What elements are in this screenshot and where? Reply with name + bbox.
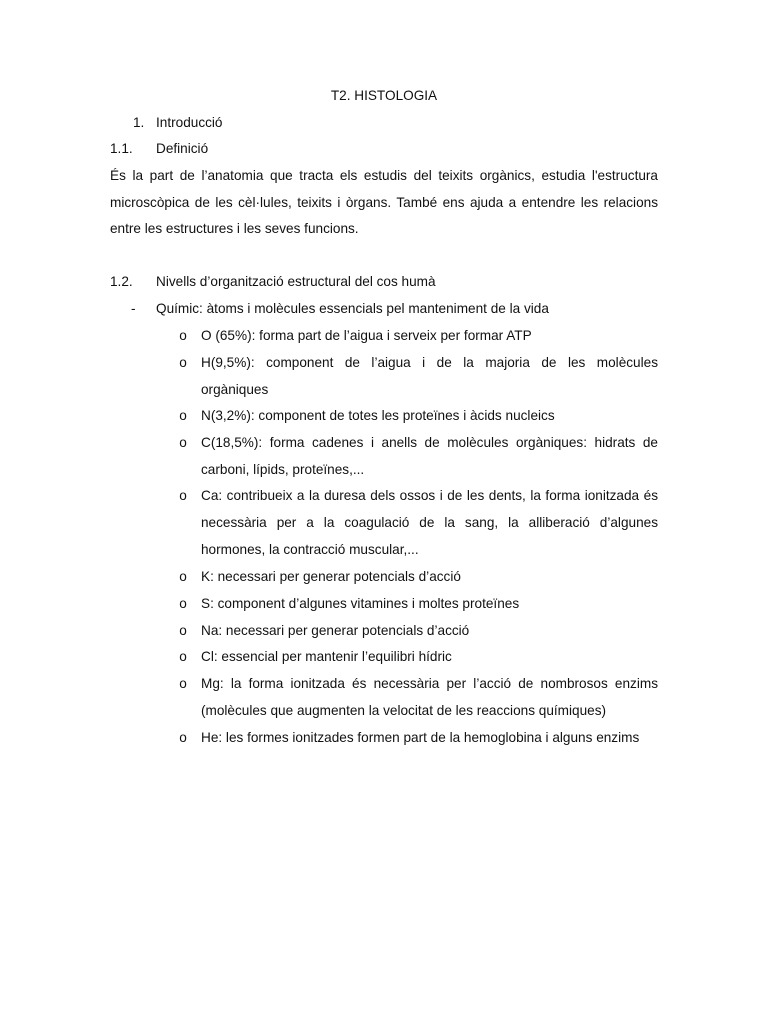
list-item-text: K: necessari per generar potencials d’acció	[201, 569, 461, 584]
list-item-text: necessària per a la coagulació de la sang, la alliberació d’algunes	[201, 515, 658, 530]
list-item-text: (molècules que augmenten la velocitat de les reaccions químiques)	[201, 703, 607, 718]
list-item-text: H(9,5%): component de l’aigua i de la majoria de les molècules	[201, 355, 658, 370]
list-item-text: Químic: àtoms i molècules essencials pel manteniment de la vida	[156, 301, 549, 316]
list-bullet: o	[179, 488, 187, 503]
list-item-text: O (65%): forma part de l’aigua i serveix per formar ATP	[201, 328, 532, 343]
list-bullet: o	[179, 676, 187, 691]
list-bullet: o	[179, 355, 187, 370]
list-bullet: o	[179, 435, 187, 450]
document-title: T2. HISTOLOGIA	[330, 88, 438, 103]
subsection-number: 1.2.	[110, 274, 133, 289]
list-bullet: o	[179, 569, 187, 584]
list-bullet: o	[179, 730, 187, 745]
list-item-text: Na: necessari per generar potencials d’acció	[201, 623, 470, 638]
list-dash: -	[131, 301, 136, 316]
list-item-text: carboni, lípids, proteïnes,...	[201, 462, 365, 477]
subsection-number: 1.1.	[110, 141, 133, 156]
list-item-text: C(18,5%): forma cadenes i anells de molècules orgàniques: hidrats de	[201, 435, 658, 450]
section-number: 1.	[133, 115, 145, 130]
list-bullet: o	[179, 408, 187, 423]
definition-line: microscòpica de les cèl·lules, teixits i òrgans. També ens ajuda a entendre les relacions	[110, 195, 658, 210]
list-bullet: o	[179, 649, 187, 664]
subsection-heading: Definició	[156, 141, 209, 156]
subsection-heading: Nivells d’organització estructural del cos humà	[156, 274, 436, 289]
list-bullet: o	[179, 623, 187, 638]
definition-line: entre les estructures i les seves funcions.	[110, 221, 359, 236]
list-item-text: Ca: contribueix a la duresa dels ossos i de les dents, la forma ionitzada és	[201, 488, 658, 503]
list-item-text: S: component d’algunes vitamines i moltes proteïnes	[201, 596, 520, 611]
section-heading: Introducció	[156, 115, 223, 130]
list-item-text: N(3,2%): component de totes les proteïnes i àcids nucleics	[201, 408, 555, 423]
list-item-text: hormones, la contracció muscular,...	[201, 542, 419, 557]
list-item-text: Mg: la forma ionitzada és necessària per l’acció de nombrosos enzims	[201, 676, 658, 691]
definition-line: És la part de l’anatomia que tracta els estudis del teixits orgànics, estudia l'estructura	[110, 168, 658, 183]
list-item-text: He: les formes ionitzades formen part de la hemoglobina i alguns enzims	[201, 730, 640, 745]
list-item-text: Cl: essencial per mantenir l’equilibri hídric	[201, 649, 452, 664]
list-bullet: o	[179, 596, 187, 611]
list-bullet: o	[179, 328, 187, 343]
list-item-text: orgàniques	[201, 382, 269, 397]
